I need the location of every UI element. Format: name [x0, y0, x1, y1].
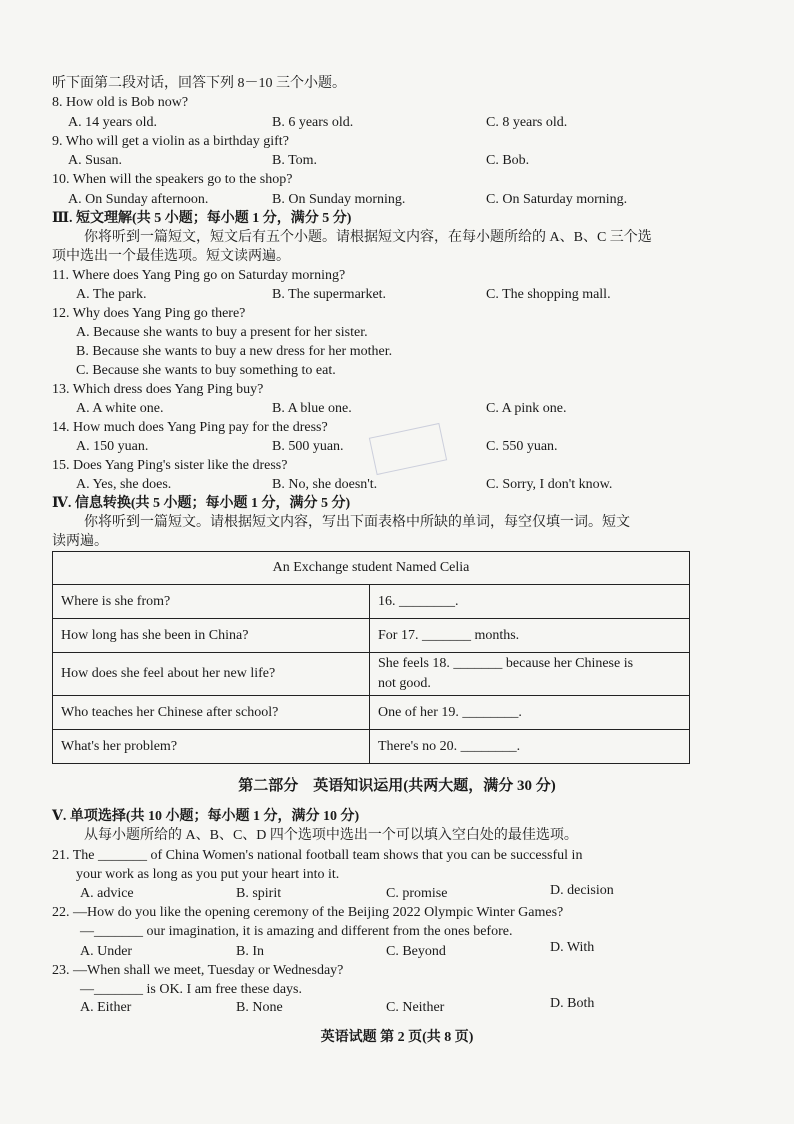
- q23-option-c: C. Neither: [386, 1000, 445, 1015]
- q21-option-a: A. advice: [80, 886, 134, 901]
- q10-option-b: B. On Sunday morning.: [272, 192, 406, 207]
- q21-stem: 21. The _______ of China Women's national football team shows that you can be successful in: [52, 848, 583, 863]
- table-answer-cell: For 17. _______ months.: [370, 619, 690, 653]
- q22-option-d: D. With: [550, 940, 595, 955]
- q13-option-b: B. A blue one.: [272, 401, 352, 416]
- q10-stem: 10. When will the speakers go to the shop?: [52, 172, 293, 187]
- q13-option-a: A. A white one.: [76, 401, 164, 416]
- table-question-cell: Where is she from?: [53, 585, 370, 619]
- q21-stem-cont: your work as long as you put your heart into it.: [76, 867, 340, 882]
- table-question-cell: How does she feel about her new life?: [53, 653, 370, 696]
- part3-instruction-cont: 项中选出一个最佳选项。短文读两遍。: [52, 249, 290, 264]
- q9-option-a: A. Susan.: [68, 153, 123, 168]
- q13-stem: 13. Which dress does Yang Ping buy?: [52, 382, 264, 397]
- part3-instruction: 你将听到一篇短文，短文后有五个小题。请根据短文内容，在每小题所给的 A、B、C 三个选: [84, 230, 652, 245]
- q13-option-c: C. A pink one.: [486, 401, 567, 416]
- q15-option-c: C. Sorry, I don't know.: [486, 477, 613, 492]
- q23-stem: 23. —When shall we meet, Tuesday or Wednesday?: [52, 963, 344, 978]
- table-answer-cell: [370, 653, 690, 696]
- q21-option-d: D. decision: [550, 883, 614, 898]
- q9-option-b: B. Tom.: [272, 153, 318, 168]
- part3-heading: Ⅲ. 短文理解(共 5 小题；每小题 1 分，满分 5 分): [52, 211, 352, 226]
- table-caption: An Exchange student Named Celia: [53, 552, 690, 585]
- q23-option-d: D. Both: [550, 996, 595, 1011]
- q14-stem: 14. How much does Yang Ping pay for the dress?: [52, 420, 328, 435]
- table-caption-row: [53, 552, 690, 585]
- q15-stem: 15. Does Yang Ping's sister like the dress?: [52, 458, 288, 473]
- q22-option-b: B. In: [236, 944, 264, 959]
- table-row: [53, 653, 690, 696]
- table-question-cell: Who teaches her Chinese after school?: [53, 696, 370, 730]
- section-b-intro: 听下面第二段对话，回答下列 8－10 三个小题。: [52, 76, 346, 91]
- info-table: [52, 551, 690, 764]
- q9-option-c: C. Bob.: [486, 153, 530, 168]
- table-question-cell: How long has she been in China?: [53, 619, 370, 653]
- q14-option-a: A. 150 yuan.: [76, 439, 149, 454]
- table-question-cell: What's her problem?: [53, 730, 370, 764]
- q15-option-b: B. No, she doesn't.: [272, 477, 378, 492]
- q21-option-b: B. spirit: [236, 886, 282, 901]
- q14-option-c: C. 550 yuan.: [486, 439, 558, 454]
- q22-stem: 22. —How do you like the opening ceremony of the Beijing 2022 Olympic Winter Games?: [52, 905, 564, 920]
- page-footer: 英语试题 第 2 页(共 8 页): [320, 1030, 474, 1045]
- part4-heading: Ⅳ. 信息转换(共 5 小题；每小题 1 分，满分 5 分): [52, 496, 351, 511]
- q22-stem-cont: —_______ our imagination, it is amazing and different from the ones before.: [80, 924, 513, 939]
- q22-option-a: A. Under: [80, 944, 133, 959]
- section2-title: 第二部分 英语知识运用(共两大题，满分 30 分): [238, 778, 556, 794]
- part4-instruction-cont: 读两遍。: [52, 534, 108, 549]
- q21-option-c: C. promise: [386, 886, 448, 901]
- q23-option-a: A. Either: [80, 1000, 132, 1015]
- q11-option-c: C. The shopping mall.: [486, 287, 611, 302]
- table-answer-line: not good.: [378, 676, 431, 691]
- table-answer-line: She feels 18. _______ because her Chinese is: [378, 656, 634, 671]
- table-answer-cell: 16. ________.: [370, 585, 690, 619]
- q12-stem: 12. Why does Yang Ping go there?: [52, 306, 246, 321]
- q10-option-a: A. On Sunday afternoon.: [68, 192, 209, 207]
- faint-stamp-mark: [369, 423, 447, 475]
- q22-option-c: C. Beyond: [386, 944, 446, 959]
- q8-option-b: B. 6 years old.: [272, 115, 354, 130]
- q12-option-a: A. Because she wants to buy a present for her sister.: [76, 325, 368, 340]
- q11-option-a: A. The park.: [76, 287, 147, 302]
- q9-stem: 9. Who will get a violin as a birthday gift?: [52, 134, 289, 149]
- q11-stem: 11. Where does Yang Ping go on Saturday morning?: [52, 268, 346, 283]
- q11-option-b: B. The supermarket.: [272, 287, 387, 302]
- q10-option-c: C. On Saturday morning.: [486, 192, 628, 207]
- table-answer-cell: One of her 19. ________.: [370, 696, 690, 730]
- q12-option-b: B. Because she wants to buy a new dress for her mother.: [76, 344, 393, 359]
- q23-option-b: B. None: [236, 1000, 283, 1015]
- q8-option-c: C. 8 years old.: [486, 115, 568, 130]
- part4-instruction: 你将听到一篇短文。请根据短文内容，写出下面表格中所缺的单词，每空仅填一词。短文: [84, 515, 630, 530]
- q23-stem-cont: —_______ is OK. I am free these days.: [80, 982, 303, 997]
- q8-option-a: A. 14 years old.: [68, 115, 158, 130]
- q14-option-b: B. 500 yuan.: [272, 439, 344, 454]
- q12-option-c: C. Because she wants to buy something to eat.: [76, 363, 336, 378]
- part5-heading: Ⅴ. 单项选择(共 10 小题；每小题 1 分，满分 10 分): [52, 809, 360, 824]
- q15-option-a: A. Yes, she does.: [76, 477, 172, 492]
- table-row: [53, 619, 690, 653]
- table-row: [53, 585, 690, 619]
- table-row: [53, 730, 690, 764]
- table-answer-cell: There's no 20. ________.: [370, 730, 690, 764]
- q8-stem: 8. How old is Bob now?: [52, 95, 189, 110]
- table-row: [53, 696, 690, 730]
- part5-instruction: 从每小题所给的 A、B、C、D 四个选项中选出一个可以填入空白处的最佳选项。: [84, 828, 578, 843]
